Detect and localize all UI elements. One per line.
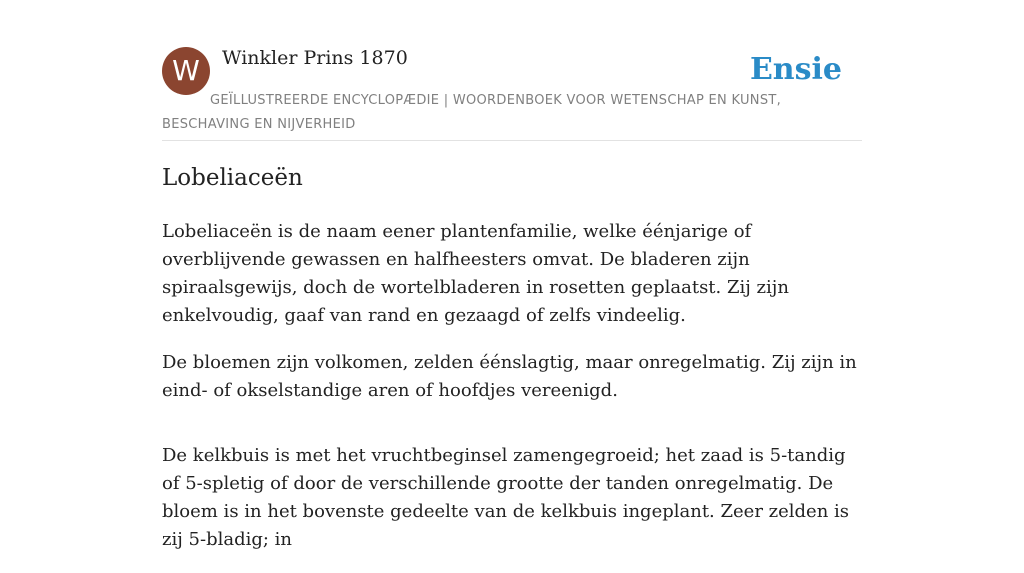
source-title[interactable]: Winkler Prins 1870 (222, 47, 408, 69)
article-paragraph: Lobeliaceën is de naam eener plantenfamilie, welke éénjarige of overblijvende gewassen en halfheesters omvat. De bladeren zijn spiraalsgewijs, doch de wortelbladeren in rosetten geplaatst. Zij zijn enkelvoudig, gaaf van rand en gezaagd of zelfs vindeelig. (162, 221, 789, 326)
article (162, 160, 862, 573)
article-paragraph: De kelkbuis is met het vruchtbeginsel zamengegroeid; het zaad is 5-tandig of 5-spletig of door de verschillende grootte der tanden onregelmatig. De bloem is in het bovenste gedeelte van de kelkbuis ingeplant. Zeer zelden is zij 5-bladig; in (162, 445, 850, 550)
avatar[interactable]: W (162, 47, 210, 95)
page-title: Lobeliaceën (162, 165, 303, 191)
article-paragraph: De bloemen zijn volkomen, zelden éénslagtig, maar onregelmatig. Zij zijn in eind- of okselstandige aren of hoofdjes vereenigd. (162, 352, 857, 401)
header (162, 46, 862, 141)
brand-logo[interactable]: Ensie (749, 52, 842, 87)
source-subtitle: GEÏLLUSTREERDE ENCYCLOPÆDIE | WOORDENBOEK VOOR WETENSCHAP EN KUNST, BESCHAVING EN NIJVERHEID (162, 93, 782, 132)
